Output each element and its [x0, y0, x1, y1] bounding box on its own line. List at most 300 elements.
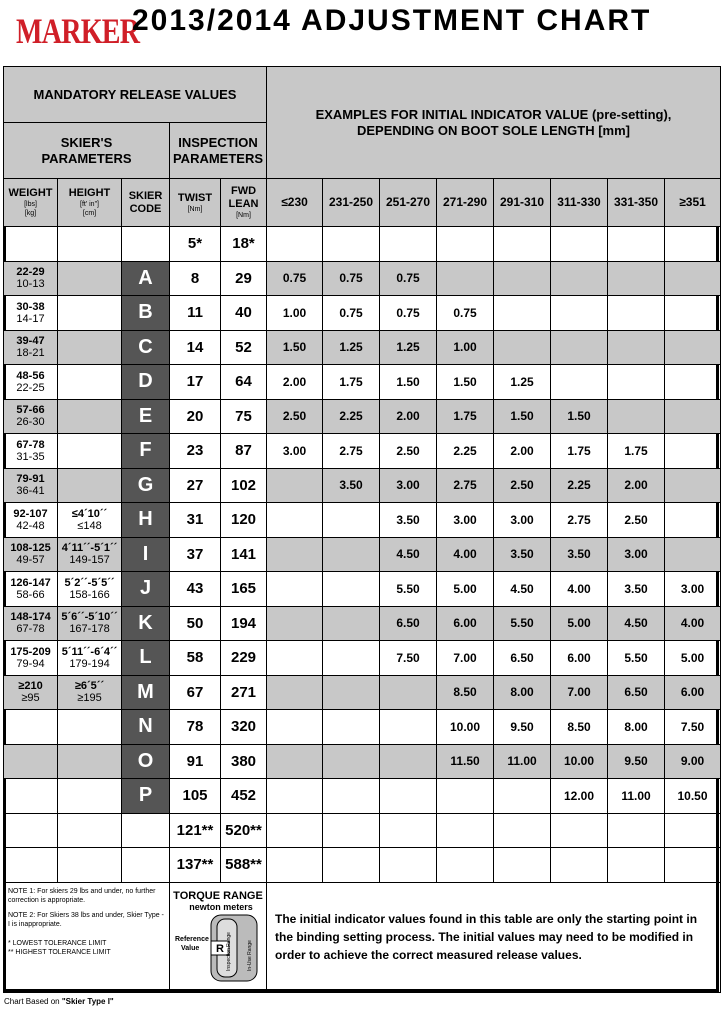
in-use-range-label: In-Use Range: [246, 939, 253, 971]
indicator-value: 1.75: [323, 365, 380, 400]
indicator-value: 1.50: [437, 365, 494, 400]
indicator-value: 1.25: [380, 330, 437, 365]
indicator-value: 2.25: [437, 434, 494, 469]
weight-lbs: 126-147: [10, 576, 51, 589]
indicator-value: [323, 641, 380, 676]
skier-code-cell: E: [122, 399, 170, 434]
height-cm: 167-178: [69, 623, 110, 636]
indicator-value: 8.50: [551, 710, 608, 745]
page-title: 2013/2014 ADJUSTMENT CHART: [132, 4, 652, 37]
height-cell: [58, 779, 122, 814]
fwd-lean-value: 380: [221, 744, 267, 779]
table-row: [4, 848, 721, 883]
skier-code-cell: A: [122, 261, 170, 296]
indicator-value: [494, 848, 551, 883]
weight-kg: 26-30: [16, 416, 45, 429]
indicator-value: [665, 813, 721, 848]
table-row: [4, 744, 721, 779]
weight-kg: 31-35: [16, 450, 45, 463]
table-row: [4, 606, 721, 641]
indicator-value: 2.50: [608, 503, 665, 538]
bsl-column-header: 331-350: [608, 179, 665, 227]
twist-value: 91: [170, 744, 221, 779]
indicator-value: [267, 537, 323, 572]
indicator-value: 9.50: [494, 710, 551, 745]
height-cell: [58, 537, 122, 572]
height-cell: [58, 572, 122, 607]
footer-prefix: Chart Based on: [4, 997, 62, 1006]
fwd-line2: LEAN: [228, 198, 259, 210]
skier-code-cell: C: [122, 330, 170, 365]
bsl-column-header: 271-290: [437, 179, 494, 227]
fwd-lean-value: 320: [221, 710, 267, 745]
indicator-value: 10.00: [551, 744, 608, 779]
indicator-value: 6.00: [551, 641, 608, 676]
height-cm: 179-194: [69, 657, 110, 670]
skier-params-line2: PARAMETERS: [41, 150, 132, 166]
height-cell: [58, 744, 122, 779]
indicator-value: [665, 365, 721, 400]
indicator-value: [380, 710, 437, 745]
indicator-value: [267, 848, 323, 883]
indicator-value: [323, 572, 380, 607]
indicator-value: 2.50: [267, 399, 323, 434]
height-cell: [58, 675, 122, 710]
height-cell: [58, 365, 122, 400]
skier-code-line2: CODE: [129, 202, 162, 215]
table-row: [4, 365, 721, 400]
weight-kg: 36-41: [16, 485, 45, 498]
weight-kg: 49-57: [16, 554, 45, 567]
height-unit-cm: [cm]: [82, 210, 97, 217]
twist-value: 121**: [170, 813, 221, 848]
footer-note: [4, 997, 114, 1006]
indicator-value: [267, 675, 323, 710]
torque-range-diagram: [170, 882, 267, 992]
fwd-lean-value: 102: [221, 468, 267, 503]
weight-cell: [4, 296, 58, 331]
weight-kg: ≥95: [21, 692, 40, 705]
indicator-value: 1.50: [380, 365, 437, 400]
twist-value: 105: [170, 779, 221, 814]
indicator-value: 3.00: [608, 537, 665, 572]
skier-code-cell: [122, 813, 170, 848]
indicator-value: [267, 227, 323, 262]
indicator-value: 4.50: [608, 606, 665, 641]
indicator-value: [608, 813, 665, 848]
indicator-value: [323, 606, 380, 641]
fwd-lean-value: 18*: [221, 227, 267, 262]
height-cell: [58, 848, 122, 883]
indicator-value: 1.50: [551, 399, 608, 434]
height-cell: [58, 434, 122, 469]
indicator-value: [551, 296, 608, 331]
indicator-value: [437, 261, 494, 296]
indicator-value: 12.00: [551, 779, 608, 814]
indicator-value: 10.00: [437, 710, 494, 745]
indicator-value: 7.00: [551, 675, 608, 710]
reference-marker: R: [215, 942, 224, 955]
weight-lbs: ≥210: [18, 680, 43, 693]
fwd-lean-value: 229: [221, 641, 267, 676]
height-ft: 4´11´´-5´1´´: [61, 542, 118, 555]
indicator-value: [323, 744, 380, 779]
indicator-value: [323, 848, 380, 883]
fwd-lean-value: 165: [221, 572, 267, 607]
height-ft: 5´6´´-5´10´´: [61, 611, 118, 624]
skier-code-cell: L: [122, 641, 170, 676]
twist-value: 58: [170, 641, 221, 676]
bsl-column-header: 251-270: [380, 179, 437, 227]
weight-cell: [4, 330, 58, 365]
height-ft: 5´11´´-6´4´´: [61, 645, 118, 658]
twist-value: 20: [170, 399, 221, 434]
indicator-value: 7.50: [380, 641, 437, 676]
indicator-value: 6.50: [494, 641, 551, 676]
mandatory-header: MANDATORY RELEASE VALUES: [4, 67, 267, 123]
indicator-value: 8.00: [494, 675, 551, 710]
weight-unit-lbs: [lbs]: [24, 201, 37, 208]
indicator-value: [551, 227, 608, 262]
fwd-lean-value: 194: [221, 606, 267, 641]
indicator-value: [437, 227, 494, 262]
indicator-value: [608, 227, 665, 262]
table-row: [4, 779, 721, 814]
indicator-value: [608, 296, 665, 331]
weight-cell: [4, 399, 58, 434]
weight-label: WEIGHT: [8, 187, 53, 199]
indicator-value: 2.25: [551, 468, 608, 503]
indicator-value: [494, 261, 551, 296]
indicator-value: [267, 779, 323, 814]
table-row: [4, 296, 721, 331]
fwd-lean-value: 452: [221, 779, 267, 814]
indicator-value: 3.00: [380, 468, 437, 503]
bsl-column-header: 311-330: [551, 179, 608, 227]
indicator-value: [551, 261, 608, 296]
height-cell: [58, 503, 122, 538]
table-row: [4, 227, 721, 262]
indicator-value: 5.50: [608, 641, 665, 676]
weight-lbs: 48-56: [16, 369, 45, 382]
twist-label: TWIST: [177, 191, 213, 204]
indicator-value: [267, 710, 323, 745]
bsl-column-header: 291-310: [494, 179, 551, 227]
weight-cell: [4, 434, 58, 469]
weight-cell: [4, 572, 58, 607]
weight-cell: [4, 744, 58, 779]
brand-name: MARKER: [16, 11, 140, 51]
twist-value: 17: [170, 365, 221, 400]
weight-cell: [4, 261, 58, 296]
twist-value: 11: [170, 296, 221, 331]
fwd-line1: FWD: [230, 185, 257, 197]
indicator-value: 2.00: [494, 434, 551, 469]
note-1: NOTE 1: For skiers 29 lbs and under, no further correction is appropriate.: [8, 887, 156, 904]
twist-value: 14: [170, 330, 221, 365]
indicator-value: 5.00: [665, 641, 721, 676]
indicator-value: [665, 848, 721, 883]
table-row: [4, 468, 721, 503]
indicator-value: 4.00: [437, 537, 494, 572]
indicator-value: 11.50: [437, 744, 494, 779]
twist-value: 8: [170, 261, 221, 296]
indicator-value: [380, 813, 437, 848]
fwd-lean-value: 52: [221, 330, 267, 365]
indicator-value: 2.25: [323, 399, 380, 434]
weight-unit-kg: [kg]: [24, 210, 37, 217]
bsl-column-header: 231-250: [323, 179, 380, 227]
indicator-value: 2.75: [437, 468, 494, 503]
indicator-value: [665, 434, 721, 469]
indicator-value: 3.00: [437, 503, 494, 538]
indicator-value: [608, 261, 665, 296]
weight-kg: 67-78: [16, 623, 45, 636]
skier-code-cell: G: [122, 468, 170, 503]
indicator-value: 5.00: [551, 606, 608, 641]
twist-value: 67: [170, 675, 221, 710]
height-ft: 5´2´´-5´5´´: [64, 576, 115, 589]
table-row: [4, 813, 721, 848]
indicator-value: [665, 537, 721, 572]
height-cell: [58, 261, 122, 296]
height-cell: [58, 468, 122, 503]
examples-line1: EXAMPLES FOR INITIAL INDICATOR VALUE (pre-setting),: [315, 106, 672, 122]
reference-label-2: Value: [180, 944, 199, 952]
inspection-range-label: Inspection Range: [225, 931, 232, 971]
indicator-value: [494, 330, 551, 365]
examples-line2: DEPENDING ON BOOT SOLE LENGTH [mm]: [356, 122, 630, 138]
weight-lbs: 79-91: [16, 473, 45, 486]
fwd-lean-value: 29: [221, 261, 267, 296]
weight-kg: 79-94: [16, 657, 45, 670]
bsl-column-header: ≥351: [665, 179, 721, 227]
indicator-value: 1.25: [323, 330, 380, 365]
skier-code-cell: B: [122, 296, 170, 331]
height-cell: [58, 227, 122, 262]
indicator-value: [267, 572, 323, 607]
indicator-value: 1.00: [437, 330, 494, 365]
weight-cell: [4, 641, 58, 676]
skier-code-cell: N: [122, 710, 170, 745]
indicator-value: 7.50: [665, 710, 721, 745]
bsl-column-header: ≤230: [267, 179, 323, 227]
highest-limit: ** HIGHEST TOLERANCE LIMIT: [8, 948, 111, 956]
indicator-value: [267, 813, 323, 848]
indicator-value: 9.00: [665, 744, 721, 779]
indicator-value: [665, 503, 721, 538]
indicator-value: [551, 813, 608, 848]
indicator-value: [665, 227, 721, 262]
twist-value: 27: [170, 468, 221, 503]
indicator-value: [494, 779, 551, 814]
torque-subtitle: newton meters: [188, 901, 253, 912]
indicator-value: [608, 399, 665, 434]
weight-lbs: 92-107: [13, 507, 48, 520]
height-cell: [58, 710, 122, 745]
indicator-value: 11.00: [494, 744, 551, 779]
twist-value: 137**: [170, 848, 221, 883]
height-cm: ≥195: [77, 692, 102, 705]
fwd-lean-value: 120: [221, 503, 267, 538]
adjustment-table: [3, 66, 721, 993]
indicator-value: 5.50: [380, 572, 437, 607]
height-cell: [58, 641, 122, 676]
skier-code-cell: D: [122, 365, 170, 400]
indicator-value: 10.50: [665, 779, 721, 814]
indicator-value: [665, 296, 721, 331]
indicator-value: [437, 848, 494, 883]
indicator-value: [494, 813, 551, 848]
torque-title: TORQUE RANGE: [172, 889, 263, 902]
indicator-value: 0.75: [380, 261, 437, 296]
weight-cell: [4, 710, 58, 745]
indicator-value: 8.50: [437, 675, 494, 710]
note-2: NOTE 2: For Skiers 38 lbs and under, Skier Type -I is inappropriate.: [8, 911, 164, 928]
indicator-value: 0.75: [323, 296, 380, 331]
indicator-value: [380, 744, 437, 779]
fwd-lean-value: 588**: [221, 848, 267, 883]
fwd-lean-value: 40: [221, 296, 267, 331]
indicator-value: 2.00: [608, 468, 665, 503]
indicator-value: [665, 399, 721, 434]
twist-value: 31: [170, 503, 221, 538]
lowest-limit: * LOWEST TOLERANCE LIMIT: [8, 939, 107, 947]
indicator-value: [665, 330, 721, 365]
indicator-value: 8.00: [608, 710, 665, 745]
indicator-value: 1.75: [551, 434, 608, 469]
indicator-value: [437, 779, 494, 814]
weight-kg: 22-25: [16, 381, 45, 394]
inspection-line2: PARAMETERS: [172, 150, 264, 166]
torque-range-graphic: [171, 883, 266, 987]
examples-header: [267, 67, 721, 179]
weight-lbs: 57-66: [16, 404, 45, 417]
height-label: HEIGHT: [68, 187, 111, 199]
indicator-value: [323, 537, 380, 572]
indicator-value: 6.00: [437, 606, 494, 641]
indicator-value: [267, 503, 323, 538]
indicator-value: [267, 641, 323, 676]
indicator-value: 2.50: [380, 434, 437, 469]
height-cell: [58, 399, 122, 434]
indicator-value: [323, 813, 380, 848]
weight-cell: [4, 503, 58, 538]
weight-kg: 58-66: [16, 588, 45, 601]
indicator-value: [267, 468, 323, 503]
weight-cell: [4, 365, 58, 400]
weight-cell: [4, 227, 58, 262]
skier-code-cell: I: [122, 537, 170, 572]
indicator-value: [665, 261, 721, 296]
indicator-value: [551, 848, 608, 883]
indicator-value: [323, 779, 380, 814]
table-row: [4, 572, 721, 607]
indicator-value: 3.50: [608, 572, 665, 607]
indicator-value: 7.00: [437, 641, 494, 676]
indicator-value: [323, 503, 380, 538]
indicator-value: 3.50: [494, 537, 551, 572]
fwd-lean-value: 87: [221, 434, 267, 469]
weight-cell: [4, 813, 58, 848]
indicator-value: [437, 813, 494, 848]
indicator-value: [323, 710, 380, 745]
skier-code-cell: O: [122, 744, 170, 779]
indicator-value: [665, 468, 721, 503]
indicator-value: [551, 330, 608, 365]
indicator-value: 3.00: [665, 572, 721, 607]
skier-params-line1: SKIER'S: [60, 134, 113, 150]
skier-code-line1: SKIER: [128, 189, 163, 202]
table-row: [4, 710, 721, 745]
height-cell: [58, 296, 122, 331]
indicator-value: 4.00: [551, 572, 608, 607]
indicator-value: 0.75: [323, 261, 380, 296]
skier-code-cell: J: [122, 572, 170, 607]
indicator-value: 1.50: [494, 399, 551, 434]
skier-code-cell: [122, 848, 170, 883]
weight-cell: [4, 675, 58, 710]
height-header: [58, 179, 122, 227]
height-unit-ft: [ft' in"]: [80, 201, 99, 208]
indicator-value: 5.50: [494, 606, 551, 641]
weight-lbs: 39-47: [16, 335, 45, 348]
weight-cell: [4, 848, 58, 883]
fwd-lean-value: 141: [221, 537, 267, 572]
twist-value: 23: [170, 434, 221, 469]
indicator-value: [608, 848, 665, 883]
weight-lbs: 67-78: [16, 438, 45, 451]
indicator-value: [323, 227, 380, 262]
twist-value: 78: [170, 710, 221, 745]
weight-kg: 10-13: [16, 278, 45, 291]
indicator-value: 3.50: [551, 537, 608, 572]
table-row: [4, 675, 721, 710]
skier-code-cell: [122, 227, 170, 262]
indicator-value: 2.50: [494, 468, 551, 503]
height-cm: 149-157: [69, 554, 110, 567]
indicator-value: 6.50: [380, 606, 437, 641]
indicator-value: 0.75: [380, 296, 437, 331]
indicator-value: [323, 675, 380, 710]
indicator-value: 4.50: [494, 572, 551, 607]
indicator-value: 2.75: [551, 503, 608, 538]
marker-logo: [8, 4, 140, 51]
weight-kg: 14-17: [16, 312, 45, 325]
indicator-value: 3.00: [494, 503, 551, 538]
table-row: [4, 399, 721, 434]
fwd-unit: [Nm]: [236, 212, 251, 219]
weight-lbs: 30-38: [16, 300, 45, 313]
table-row: [4, 261, 721, 296]
indicator-value: [494, 296, 551, 331]
indicator-value: [267, 744, 323, 779]
weight-cell: [4, 606, 58, 641]
indicator-value: 2.00: [380, 399, 437, 434]
weight-cell: [4, 537, 58, 572]
twist-header: [170, 179, 221, 227]
skier-code-cell: M: [122, 675, 170, 710]
skier-code-header: [122, 179, 170, 227]
twist-value: 50: [170, 606, 221, 641]
indicator-value: 3.00: [267, 434, 323, 469]
height-cm: 158-166: [69, 588, 110, 601]
table-row: [4, 641, 721, 676]
indicator-value: [608, 330, 665, 365]
indicator-value: 11.00: [608, 779, 665, 814]
fwd-lean-value: 64: [221, 365, 267, 400]
table-row: [4, 330, 721, 365]
